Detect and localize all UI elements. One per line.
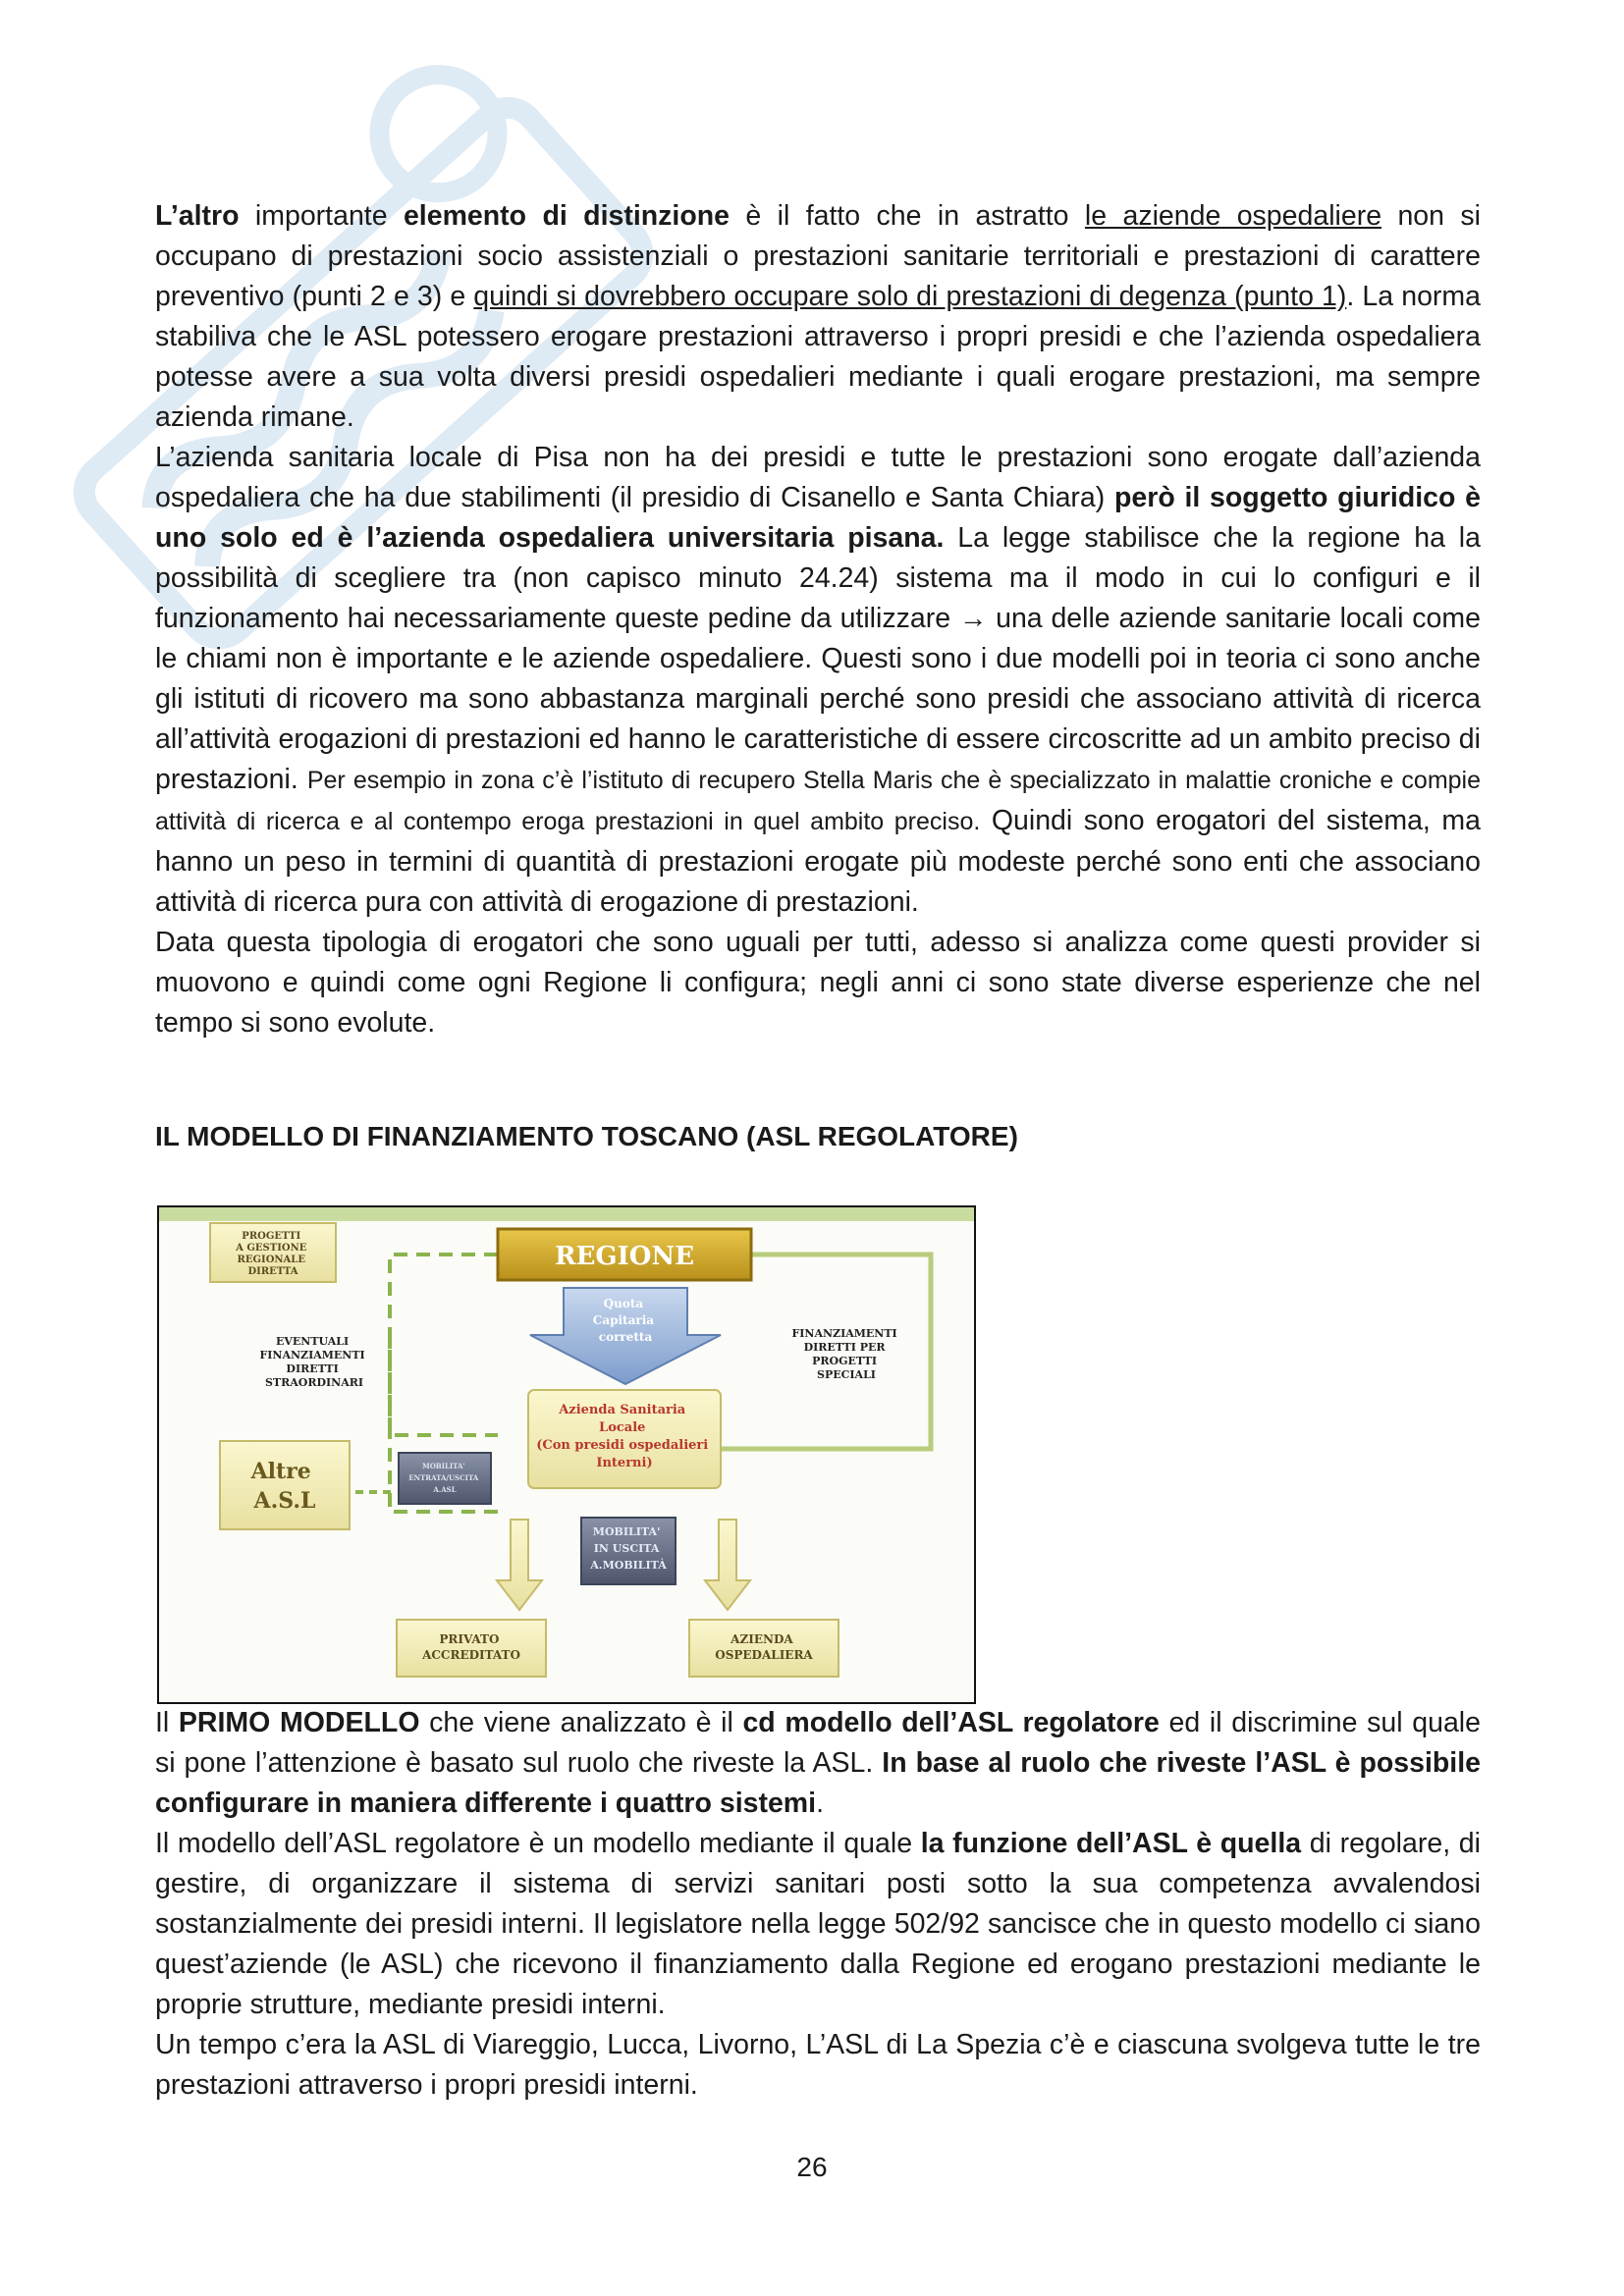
progetti-label: PROGETTI A GESTIONE REGIONALE DIRETTA bbox=[236, 1231, 307, 1277]
paragraph-3: Data questa tipologia di erogatori che sono uguali per tutti, adesso si analizza come questi provider si muovono e quindi come ogni Regione li configura; negli anni ci sono state diverse esperienze che nel tempo si sono evolute. bbox=[155, 927, 1481, 1039]
paragraph-5: Il modello dell’ASL regolatore è un modello mediante il quale la funzione dell’ASL è quella di regolare, di gestire, di organizzare il sistema di servizi sanitari posti sotto la sua competenza avvalendosi sostanzialmente dei presidi interni. Il legislatore nella legge 502/92 sancisce che in questo modello ci siano quest’aziende (le ASL) che ricevono il finanziamento dalla Regione ed erogano prestazioni mediante le proprie strutture, mediante presidi interni. bbox=[155, 1828, 1481, 2020]
top-band bbox=[159, 1207, 974, 1221]
paragraph-2: L’azienda sanitaria locale di Pisa non ha dei presidi e tutte le prestazioni sono erogate dall’azienda ospedaliera che ha due stabilimenti (il presidio di Cisanello e Santa Chiara) però il soggetto giuridico è uno solo ed è l’azienda ospedaliera universitaria pisana. La legge stabilisce che la regione ha la possibilità di scegliere tra (non capisco minuto 24.24) sistema ma il modo in cui lo configuri e il funzionamento hai necessariamente queste pedine da utilizzare → una delle aziende sanitarie locali come le chiami non è importante e le aziende ospedaliere. Questi sono i due modelli poi in teoria ci sono anche gli istituti di ricovero ma sono abbastanza marginali perché sono presidi che associano attività di ricerca all’attività erogazioni di prestazioni ed hanno le caratteristiche di essere circoscritte ad un ambito preciso di prestazioni. Per esempio in zona c’è l’istituto di recupero Stella Maris che è specializzato in malattie croniche e compie attività di ricerca e al contempo eroga prestazioni in quel ambito preciso. Quindi sono erogatori del sistema, ma hanno un peso in termini di quantità di prestazioni erogate più modeste perché sono enti che associano attività di ricerca pura con attività di erogazione di prestazioni. bbox=[155, 442, 1482, 918]
quota-label: Quota Capitaria corretta bbox=[592, 1297, 655, 1344]
mobilita-small-label: MOBILITA' ENTRATA/USCITA A.ASL bbox=[408, 1462, 479, 1494]
paragraph-1: L’altro importante elemento di distinzione è il fatto che in astratto le aziende ospedaliere non si occupano di prestazioni socio assistenziali o prestazioni sanitarie territoriali e prestazioni di carattere preventivo (punti 2 e 3) e quindi si dovrebbero occupare solo di prestazioni di degenza (punto 1). La norma stabiliva che le ASL potessero erogare prestazioni attraverso i propri presidi e che l’azienda ospedaliera potesse avere a sua volta diversi presidi ospedalieri mediante i quali erogare prestazioni, ma sempre azienda rimane. bbox=[155, 200, 1481, 433]
page-number: 26 bbox=[796, 2152, 828, 2182]
body-text-top bbox=[155, 196, 1481, 1043]
altre-asl-label: Altre A.S.L bbox=[250, 1459, 316, 1514]
eventuali-label: EVENTUALI FINANZIAMENTI DIRETTI STRAORDINARI bbox=[259, 1335, 365, 1389]
body-text-bottom bbox=[155, 1703, 1481, 2106]
mobilita-label: MOBILITA' IN USCITA A.MOBILITÀ bbox=[590, 1525, 667, 1572]
section-heading: IL MODELLO DI FINANZIAMENTO TOSCANO (ASL REGOLATORE) bbox=[155, 1121, 1018, 1151]
privato-label: PRIVATO ACCREDITATO bbox=[422, 1632, 520, 1662]
finanziamenti-label: FINANZIAMENTI DIRETTI PER PROGETTI SPECIALI bbox=[791, 1327, 897, 1381]
asl-label: Azienda Sanitaria Locale (Con presidi ospedalieri Interni) bbox=[536, 1403, 709, 1470]
paragraph-6: Un tempo c’era la ASL di Viareggio, Lucca, Livorno, L’ASL di La Spezia c’è e ciascuna svolgeva tutte le tre prestazioni attraverso i propri presidi interni. bbox=[155, 2029, 1481, 2101]
diagram-svg bbox=[159, 1207, 974, 1702]
financing-model-diagram bbox=[157, 1205, 976, 1704]
altre-asl-box bbox=[220, 1441, 350, 1529]
paragraph-4: Il PRIMO MODELLO che viene analizzato è il cd modello dell’ASL regolatore ed il discrimine sul quale si pone l’attenzione è basato sul ruolo che riveste la ASL. In base al ruolo che riveste l’ASL è possibile configurare in maniera differente i quattro sistemi. bbox=[155, 1707, 1481, 1819]
regione-label: REGIONE bbox=[554, 1242, 695, 1271]
connector-left bbox=[390, 1255, 498, 1435]
arrow-down-right bbox=[705, 1520, 750, 1610]
azienda-label: AZIENDA OSPEDALIERA bbox=[715, 1632, 813, 1662]
arrow-right-icon: → bbox=[958, 603, 988, 634]
arrow-down-left bbox=[497, 1520, 542, 1610]
